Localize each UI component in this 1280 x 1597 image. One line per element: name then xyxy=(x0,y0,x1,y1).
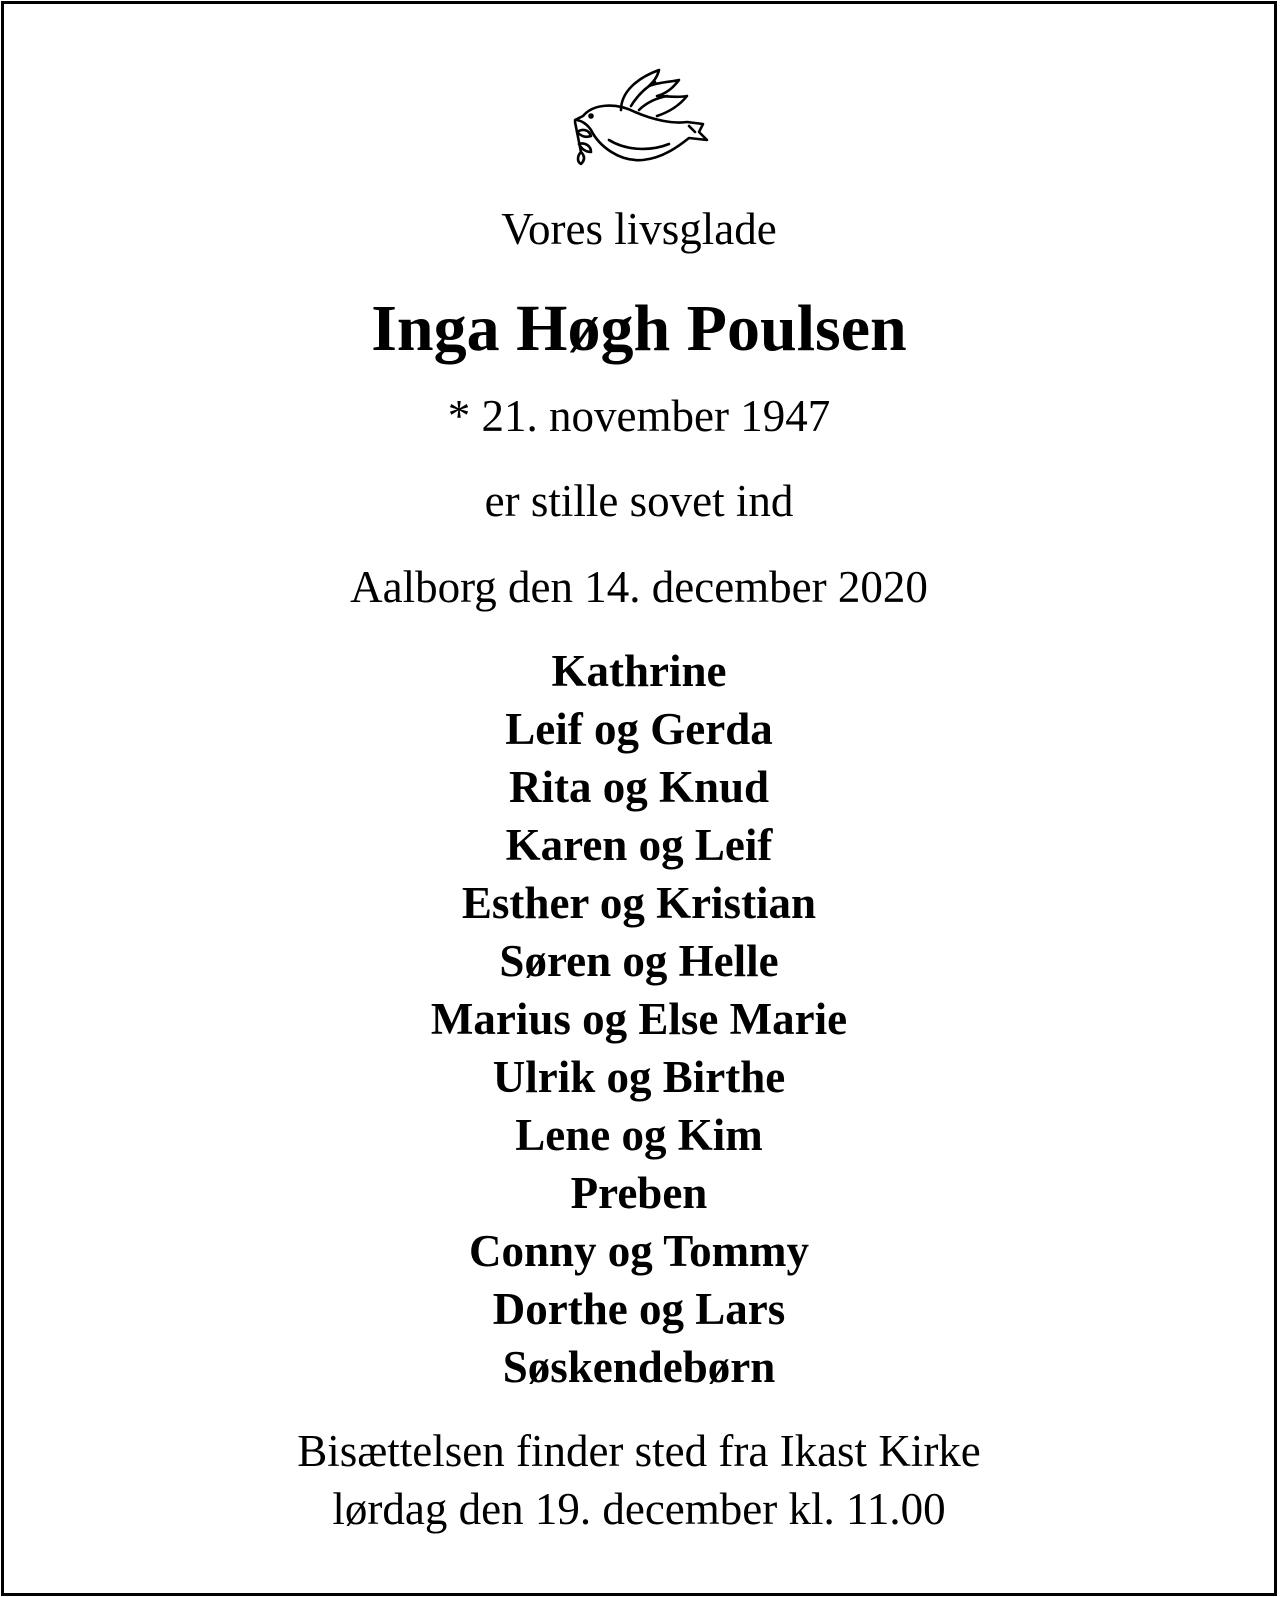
survivor-item: Leif og Gerda xyxy=(505,704,773,754)
funeral-location: Bisættelsen finder sted fra Ikast Kirke xyxy=(297,1426,981,1476)
intro-text: Vores livsglade xyxy=(501,204,777,254)
deceased-name: Inga Høgh Poulsen xyxy=(371,292,907,365)
survivor-item: Søren og Helle xyxy=(499,936,779,986)
dove-icon xyxy=(569,66,715,176)
survivor-item: Dorthe og Lars xyxy=(492,1284,786,1334)
survivor-item: Lene og Kim xyxy=(515,1110,763,1160)
survivor-item: Rita og Knud xyxy=(508,762,770,812)
place-and-date-of-death: Aalborg den 14. december 2020 xyxy=(350,562,928,612)
survivor-item: Marius og Else Marie xyxy=(430,994,848,1044)
survivor-item: Ulrik og Birthe xyxy=(492,1052,786,1102)
survivor-item: Preben xyxy=(570,1168,708,1218)
passed-text: er stille sovet ind xyxy=(484,476,794,526)
survivor-item: Conny og Tommy xyxy=(468,1226,810,1276)
survivors-list xyxy=(4,642,1274,1396)
birth-date: * 21. november 1947 xyxy=(447,391,831,441)
funeral-time: lørdag den 19. december kl. 11.00 xyxy=(332,1484,946,1534)
funeral-info xyxy=(4,1422,1274,1538)
survivor-item: Karen og Leif xyxy=(505,820,773,870)
survivor-item: Kathrine xyxy=(551,646,727,696)
survivor-item: Søskendebørn xyxy=(502,1342,776,1392)
obituary-notice xyxy=(1,1,1277,1596)
survivor-item: Esther og Kristian xyxy=(461,878,817,928)
